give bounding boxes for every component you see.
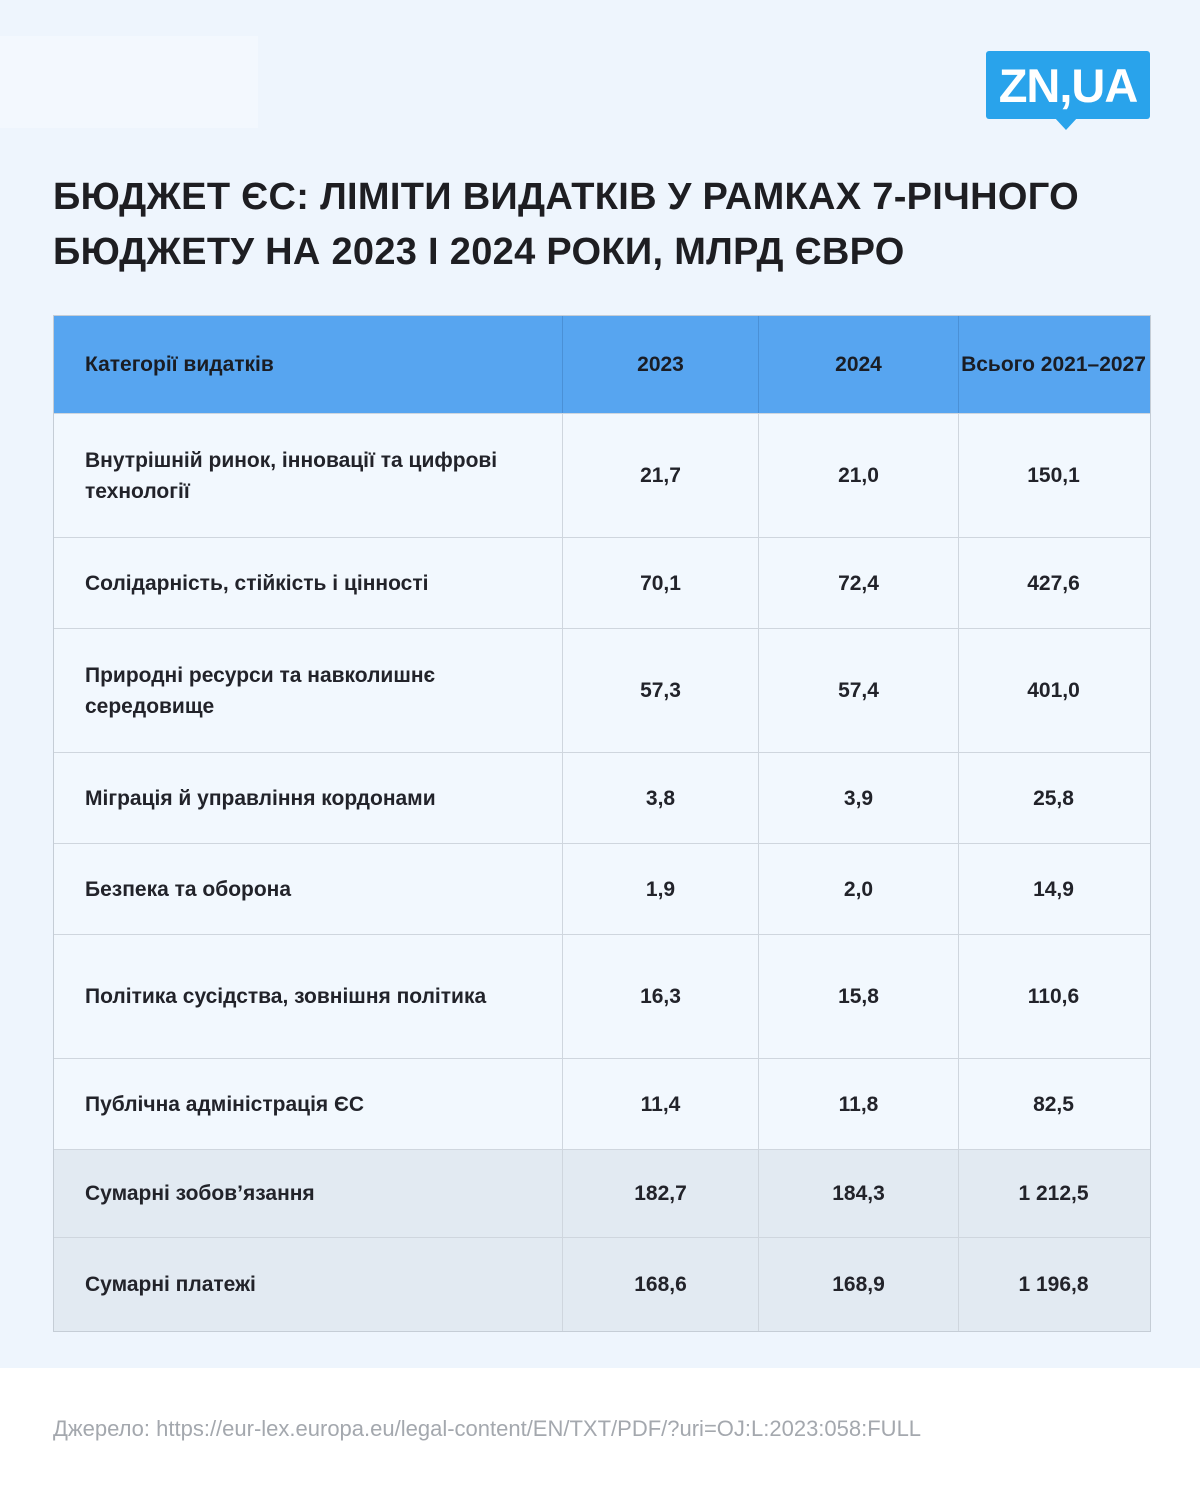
total-row [54,1149,1150,1237]
table-header-row [54,316,1150,413]
row-label: Безпека та оборона [85,877,292,901]
total-overall: 1 212,5 [958,1150,1148,1237]
value-2023: 16,3 [562,935,758,1058]
row-label: Солідарність, стійкість і цінності [85,571,429,595]
row-label: Політика сусідства, зовнішня політика [85,985,487,1008]
value-2023: 3,8 [562,753,758,843]
total-label: Сумарні платежі [85,1273,256,1296]
row-label: Міграція й управління кордонами [85,786,436,810]
table-row [54,934,1150,1058]
total-2024: 168,9 [758,1238,958,1331]
column-header-2024: 2024 [758,316,958,413]
value-total: 150,1 [958,414,1148,537]
value-2024: 57,4 [758,629,958,752]
value-2024: 15,8 [758,935,958,1058]
value-total: 14,9 [958,844,1148,934]
decorative-fade [0,36,258,128]
value-total: 427,6 [958,538,1148,628]
total-2023: 168,6 [562,1238,758,1331]
total-2023: 182,7 [562,1150,758,1237]
value-2024: 21,0 [758,414,958,537]
column-header-category: Категорії видатків [85,353,274,376]
value-2024: 11,8 [758,1059,958,1149]
budget-table [53,315,1151,1332]
value-2024: 3,9 [758,753,958,843]
row-label: Внутрішній ринок, інновації та цифрові технології [85,448,498,503]
value-2023: 57,3 [562,629,758,752]
table-row [54,1058,1150,1149]
value-2023: 70,1 [562,538,758,628]
value-2023: 1,9 [562,844,758,934]
row-label: Природні ресурси та навколишнє середовище [85,663,436,718]
value-total: 110,6 [958,935,1148,1058]
value-2023: 21,7 [562,414,758,537]
value-total: 25,8 [958,753,1148,843]
total-overall: 1 196,8 [958,1238,1148,1331]
logo-speech-tail [1054,117,1078,130]
value-total: 82,5 [958,1059,1148,1149]
row-label: Публічна адміністрація ЄС [85,1092,365,1116]
value-total: 401,0 [958,629,1148,752]
source-link[interactable]: Джерело: https://eur-lex.europa.eu/legal-content/EN/TXT/PDF/?uri=OJ:L:2023:058:FULL [53,1416,922,1441]
zn-ua-logo[interactable]: ZN,UA [986,51,1150,119]
total-label: Сумарні зобов’язання [85,1182,315,1205]
table-row [54,843,1150,934]
column-header-total: Всього 2021–2027 [958,316,1148,413]
value-2024: 2,0 [758,844,958,934]
value-2024: 72,4 [758,538,958,628]
total-2024: 184,3 [758,1150,958,1237]
table-row [54,628,1150,752]
table-row [54,537,1150,628]
table-row [54,413,1150,537]
column-header-2023: 2023 [562,316,758,413]
total-row [54,1237,1150,1331]
value-2023: 11,4 [562,1059,758,1149]
page-title: БЮДЖЕТ ЄС: ЛІМІТИ ВИДАТКІВ У РАМКАХ 7-РІЧНОГО БЮДЖЕТУ НА 2023 І 2024 РОКИ, МЛРД ЄВРО [53,176,1079,273]
table-row [54,752,1150,843]
